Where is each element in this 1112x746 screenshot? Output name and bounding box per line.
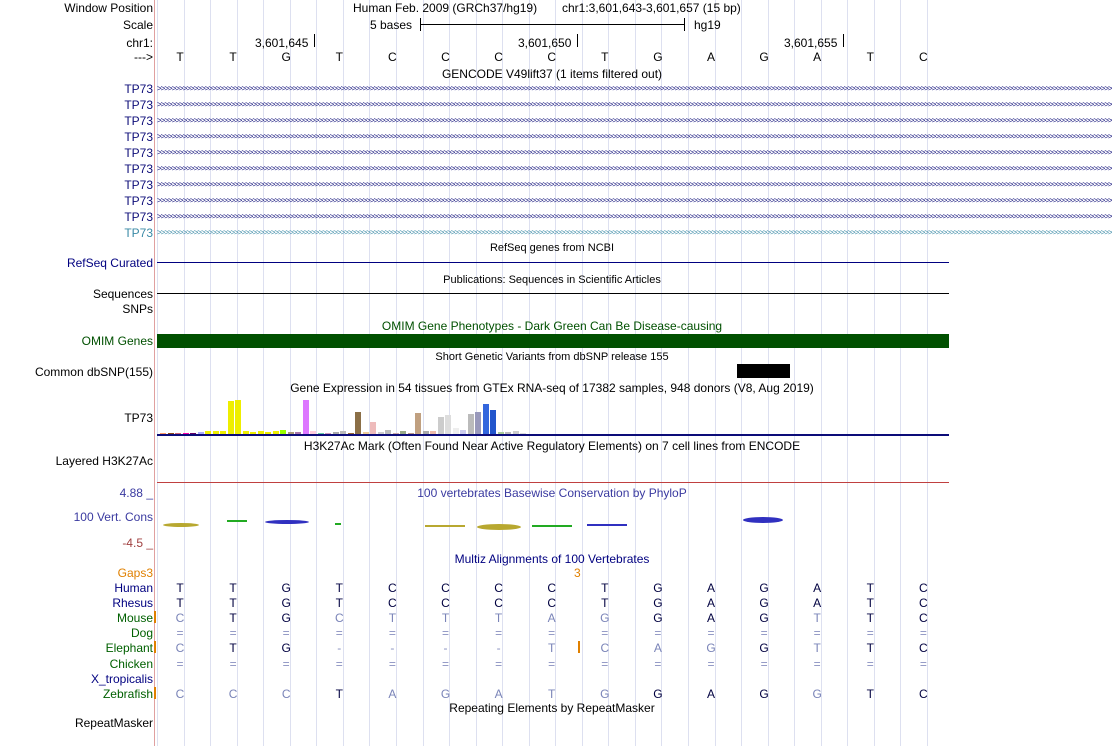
alignment-base: - [390,641,395,656]
snp-feature[interactable] [737,364,790,378]
window-position-label: Window Position [64,1,153,15]
alignment-base: T [335,596,343,611]
alignment-base: G [600,686,610,701]
alignment-base: = [388,656,396,671]
sequences-line[interactable] [157,293,949,294]
omim-label[interactable]: OMIM Genes [81,334,153,348]
gtex-gene-line [157,434,949,436]
alignment-base: G [653,686,663,701]
species-label[interactable]: Elephant [105,641,153,656]
alignment-base: G [281,596,291,611]
alignment-base: T [229,641,237,656]
coord-3: 3,601,655 [784,36,838,50]
transcript-label[interactable]: TP73 [124,130,153,144]
gtex-tissue-bar[interactable] [483,404,489,434]
grid-line [449,0,450,746]
scale-bar-left-tick [420,18,421,31]
grid-line [396,0,397,746]
gtex-tissue-bar[interactable] [438,417,444,434]
scale-value: 5 bases [370,18,413,32]
alignment-base: T [548,641,556,656]
transcript-label[interactable]: TP73 [124,162,153,176]
gtex-tissue-bar[interactable] [228,401,234,434]
grid-line [184,0,185,746]
cons-mark [425,525,465,527]
alignment-base: = [760,626,768,641]
grid-line [210,0,211,746]
alignment-base: C [388,596,397,611]
scale-bar-right-tick [684,18,685,31]
repeatmasker-label[interactable]: RepeatMasker [74,716,153,730]
alignment-base: T [229,596,237,611]
species-label[interactable]: Dog [130,626,153,641]
cons-mark [477,524,521,530]
grid-line [900,0,901,746]
sequence-base: C [919,50,928,64]
alignment-base: A [547,611,556,626]
coord-2-tick [577,34,578,47]
label-separator [154,0,155,746]
alignment-base: G [653,581,663,595]
alignment-base: = [176,656,184,671]
chrom-label: chr1: [126,36,153,50]
mouse-insert-left [154,611,156,623]
transcript-feature[interactable]: >>>>>>>>>>>>>>>>>>>>>>>>>>>>>>>>>>>>>>>>>>>>>>>>>>>>>>>>>>>>>>>>>>>>>>>>>>>>>>>>>>>>>>>>>>>>>>>>>>>>>>>>>>>>>>>>>>>>>>>>>>>>>>>>>>>>>>>>>>>>>>>>>>>>>>>>>>>>>>>>>>>>>>>>>>>>>>>>>>>>>>>>>>>>>>>>>>>>>>>>>>>>>>>>>>>>>>>>>>>>>>>>>>>>>>>>>>>>>>>>>>>>>>>>>>>>>>>>>>>> [157,180,1112,189]
alignment-base: - [337,641,342,656]
grid-line [582,0,583,746]
cons-max: 4.88 _ [119,486,153,500]
alignment-base: T [548,686,556,701]
alignment-base: = [335,656,343,671]
grid-line [874,0,875,746]
grid-line [290,0,291,746]
alignment-base: C [388,581,397,595]
alignment-base: = [229,626,237,641]
transcript-feature[interactable]: >>>>>>>>>>>>>>>>>>>>>>>>>>>>>>>>>>>>>>>>>>>>>>>>>>>>>>>>>>>>>>>>>>>>>>>>>>>>>>>>>>>>>>>>>>>>>>>>>>>>>>>>>>>>>>>>>>>>>>>>>>>>>>>>>>>>>>>>>>>>>>>>>>>>>>>>>>>>>>>>>>>>>>>>>>>>>>>>>>>>>>>>>>>>>>>>>>>>>>>>>>>>>>>>>>>>>>>>>>>>>>>>>>>>>>>>>>>>>>>>>>>>>>>>>>>>>>>>>>>> [157,228,1112,237]
refseq-label[interactable]: RefSeq Curated [66,256,153,270]
alignment-base: = [282,626,290,641]
species-label[interactable]: Rhesus [112,596,153,611]
refseq-title[interactable]: RefSeq genes from NCBI [489,242,615,254]
gtex-tissue-bar[interactable] [235,400,241,434]
grid-line [688,0,689,746]
alignment-base: - [496,641,501,656]
transcript-feature[interactable]: >>>>>>>>>>>>>>>>>>>>>>>>>>>>>>>>>>>>>>>>>>>>>>>>>>>>>>>>>>>>>>>>>>>>>>>>>>>>>>>>>>>>>>>>>>>>>>>>>>>>>>>>>>>>>>>>>>>>>>>>>>>>>>>>>>>>>>>>>>>>>>>>>>>>>>>>>>>>>>>>>>>>>>>>>>>>>>>>>>>>>>>>>>>>>>>>>>>>>>>>>>>>>>>>>>>>>>>>>>>>>>>>>>>>>>>>>>>>>>>>>>>>>>>>>>>>>>>>>>>> [157,212,1112,221]
alignment-base: T [813,611,821,626]
coord-1: 3,601,645 [255,36,309,50]
gtex-tissue-bar[interactable] [303,400,309,434]
grid-line [423,0,424,746]
elephant-insert-mid [578,641,580,653]
gtex-tissue-bar[interactable] [370,422,376,434]
grid-line [369,0,370,746]
cons-mark [532,525,572,527]
grid-line [343,0,344,746]
alignment-base: A [706,611,716,626]
transcript-label[interactable]: TP73 [124,210,153,224]
sequence-base: G [759,50,769,64]
assembly-title: Human Feb. 2009 (GRCh37/hg19) [353,1,538,15]
transcript-label[interactable]: TP73 [124,98,153,112]
repeatmasker-title[interactable]: Repeating Elements by RepeatMasker [449,701,655,715]
cons-min: -4.5 _ [122,536,153,550]
alignment-base: T [229,611,237,626]
species-label[interactable]: Zebrafish [102,686,153,701]
elephant-insert-left [154,641,156,653]
alignment-base: = [548,656,556,671]
species-label[interactable]: Human [114,581,153,595]
coord-1-tick [314,34,315,47]
alignment-base: = [813,626,821,641]
alignment-base: G [759,596,769,611]
alignment-base: T [813,641,821,656]
alignment-base: G [759,611,769,626]
alignment-base: G [281,581,291,595]
grid-line [529,0,530,746]
alignment-base: = [654,626,662,641]
transcript-label[interactable]: TP73 [124,114,153,128]
alignment-base: C [281,686,291,701]
grid-line [157,0,158,746]
cons-label[interactable]: 100 Vert. Cons [73,510,153,524]
alignment-base: = [919,656,927,671]
alignment-base: A [813,581,822,595]
scale-label: Scale [122,18,153,32]
transcript-feature[interactable]: >>>>>>>>>>>>>>>>>>>>>>>>>>>>>>>>>>>>>>>>>>>>>>>>>>>>>>>>>>>>>>>>>>>>>>>>>>>>>>>>>>>>>>>>>>>>>>>>>>>>>>>>>>>>>>>>>>>>>>>>>>>>>>>>>>>>>>>>>>>>>>>>>>>>>>>>>>>>>>>>>>>>>>>>>>>>>>>>>>>>>>>>>>>>>>>>>>>>>>>>>>>>>>>>>>>>>>>>>>>>>>>>>>>>>>>>>>>>>>>>>>>>>>>>>>>>>>>>>>>> [157,196,1112,205]
species-label[interactable]: Chicken [109,656,153,671]
alignment-base: G [440,686,451,701]
alignment-base: = [335,626,343,641]
alignment-base: = [813,656,821,671]
alignment-base: A [706,596,716,611]
gaps-value: 3 [574,566,581,580]
grid-line [476,0,477,746]
alignment-base: G [653,596,663,611]
alignment-base: = [601,626,609,641]
alignment-base: G [759,686,769,701]
cons-mark [227,520,247,522]
multiz-title[interactable]: Multiz Alignments of 100 Vertebrates [454,552,650,566]
alignment-base: = [707,656,715,671]
transcript-feature[interactable]: >>>>>>>>>>>>>>>>>>>>>>>>>>>>>>>>>>>>>>>>>>>>>>>>>>>>>>>>>>>>>>>>>>>>>>>>>>>>>>>>>>>>>>>>>>>>>>>>>>>>>>>>>>>>>>>>>>>>>>>>>>>>>>>>>>>>>>>>>>>>>>>>>>>>>>>>>>>>>>>>>>>>>>>>>>>>>>>>>>>>>>>>>>>>>>>>>>>>>>>>>>>>>>>>>>>>>>>>>>>>>>>>>>>>>>>>>>>>>>>>>>>>>>>>>>>>>>>>>>>> [157,84,1112,93]
alignment-base: = [441,626,450,641]
alignment-base: = [760,656,768,671]
gtex-tissue-bar[interactable] [445,415,451,434]
coord-2: 3,601,650 [518,36,572,50]
alignment-base: = [495,656,503,671]
alignment-base: A [706,686,716,701]
alignment-base: C [175,641,185,656]
alignment-base: T [601,581,609,595]
sequence-base: G [653,50,663,64]
grid-line [555,0,556,746]
alignment-base: T [866,686,874,701]
alignment-base: C [175,686,185,701]
alignment-base: C [919,581,928,595]
transcript-label[interactable]: TP73 [124,146,153,160]
alignment-base: = [282,656,290,671]
sequence-base: C [547,50,557,64]
snps-label[interactable]: SNPs [122,302,153,316]
grid-line [316,0,317,746]
alignment-base: C [494,596,503,611]
cons-mark [587,524,627,526]
grid-line [715,0,716,746]
alignment-base: A [706,581,716,595]
gtex-tissue-bar[interactable] [355,412,361,434]
alignment-base: C [441,581,450,595]
species-label[interactable]: Mouse [116,611,153,626]
alignment-base: = [388,626,396,641]
transcript-feature[interactable]: >>>>>>>>>>>>>>>>>>>>>>>>>>>>>>>>>>>>>>>>>>>>>>>>>>>>>>>>>>>>>>>>>>>>>>>>>>>>>>>>>>>>>>>>>>>>>>>>>>>>>>>>>>>>>>>>>>>>>>>>>>>>>>>>>>>>>>>>>>>>>>>>>>>>>>>>>>>>>>>>>>>>>>>>>>>>>>>>>>>>>>>>>>>>>>>>>>>>>>>>>>>>>>>>>>>>>>>>>>>>>>>>>>>>>>>>>>>>>>>>>>>>>>>>>>>>>>>>>>>> [157,100,1112,109]
alignment-base: = [866,626,874,641]
alignment-base: C [175,611,185,626]
alignment-base: G [759,641,769,656]
gaps-label: Gaps3 [117,566,153,580]
alignment-base: = [707,626,715,641]
grid-line [847,0,848,746]
alignment-base: C [494,581,503,595]
alignment-base: C [228,686,238,701]
position-text: chr1:3,601,643-3,601,657 (15 bp) [562,1,741,15]
cons-mark [743,517,783,523]
alignment-base: T [335,581,343,595]
dbsnp-label[interactable]: Common dbSNP(155) [34,365,153,379]
transcript-label[interactable]: TP73 [124,194,153,208]
dbsnp-title[interactable]: Short Genetic Variants from dbSNP release 155 [435,351,669,363]
alignment-base: T [335,686,343,701]
transcript-label[interactable]: TP73 [124,226,153,240]
grid-line [502,0,503,746]
grid-line [237,0,238,746]
grid-line [608,0,609,746]
sequences-label[interactable]: Sequences [92,287,153,301]
h3k27ac-label[interactable]: Layered H3K27Ac [55,454,153,468]
transcript-feature[interactable]: >>>>>>>>>>>>>>>>>>>>>>>>>>>>>>>>>>>>>>>>>>>>>>>>>>>>>>>>>>>>>>>>>>>>>>>>>>>>>>>>>>>>>>>>>>>>>>>>>>>>>>>>>>>>>>>>>>>>>>>>>>>>>>>>>>>>>>>>>>>>>>>>>>>>>>>>>>>>>>>>>>>>>>>>>>>>>>>>>>>>>>>>>>>>>>>>>>>>>>>>>>>>>>>>>>>>>>>>>>>>>>>>>>>>>>>>>>>>>>>>>>>>>>>>>>>>>>>>>>>> [157,164,1112,173]
alignment-base: T [866,611,874,626]
cons-logo[interactable] [157,512,949,532]
transcript-feature[interactable]: >>>>>>>>>>>>>>>>>>>>>>>>>>>>>>>>>>>>>>>>>>>>>>>>>>>>>>>>>>>>>>>>>>>>>>>>>>>>>>>>>>>>>>>>>>>>>>>>>>>>>>>>>>>>>>>>>>>>>>>>>>>>>>>>>>>>>>>>>>>>>>>>>>>>>>>>>>>>>>>>>>>>>>>>>>>>>>>>>>>>>>>>>>>>>>>>>>>>>>>>>>>>>>>>>>>>>>>>>>>>>>>>>>>>>>>>>>>>>>>>>>>>>>>>>>>>>>>>>>>> [157,132,1112,141]
gtex-title[interactable]: Gene Expression in 54 tissues from GTEx RNA-seq of 17382 samples, 948 donors (V8, Aug 2019) [290,381,814,395]
sequence-base: T [229,50,237,64]
grid-line [635,0,636,746]
gencode-title[interactable]: GENCODE V49lift37 (1 items filtered out) [441,67,663,81]
alignment-base: C [334,611,344,626]
transcript-label[interactable]: TP73 [124,178,153,192]
h3k27ac-title[interactable]: H3K27Ac Mark (Often Found Near Active Regulatory Elements) on 7 cell lines from ENCODE [303,439,801,453]
grid-line [794,0,795,746]
alignment-base: T [176,596,184,611]
gtex-tissue-bar[interactable] [415,413,421,434]
sequence-base: A [813,50,822,64]
alignment-base: = [654,656,662,671]
transcript-feature[interactable]: >>>>>>>>>>>>>>>>>>>>>>>>>>>>>>>>>>>>>>>>>>>>>>>>>>>>>>>>>>>>>>>>>>>>>>>>>>>>>>>>>>>>>>>>>>>>>>>>>>>>>>>>>>>>>>>>>>>>>>>>>>>>>>>>>>>>>>>>>>>>>>>>>>>>>>>>>>>>>>>>>>>>>>>>>>>>>>>>>>>>>>>>>>>>>>>>>>>>>>>>>>>>>>>>>>>>>>>>>>>>>>>>>>>>>>>>>>>>>>>>>>>>>>>>>>>>>>>>>>>> [157,148,1112,157]
omim-title[interactable]: OMIM Gene Phenotypes - Dark Green Can Be Disease-causing [381,319,723,333]
alignment-base: = [866,656,874,671]
grid-line [927,0,928,746]
species-label[interactable]: X_tropicalis [90,671,153,686]
alignment-base: A [813,596,822,611]
gtex-tissue-bar[interactable] [468,414,474,434]
alignment-base: T [866,581,874,595]
alignment-base: = [495,626,503,641]
zebrafish-insert-left [154,687,156,699]
alignment-base: T [494,611,503,626]
alignment-base: T [176,581,184,595]
sequence-base: C [441,50,450,64]
omim-bar[interactable] [157,334,949,348]
alignment-base: G [281,641,291,656]
sequence-base: A [706,50,716,64]
sequence-base: T [176,50,184,64]
alignment-base: T [441,611,450,626]
transcript-feature[interactable]: >>>>>>>>>>>>>>>>>>>>>>>>>>>>>>>>>>>>>>>>>>>>>>>>>>>>>>>>>>>>>>>>>>>>>>>>>>>>>>>>>>>>>>>>>>>>>>>>>>>>>>>>>>>>>>>>>>>>>>>>>>>>>>>>>>>>>>>>>>>>>>>>>>>>>>>>>>>>>>>>>>>>>>>>>>>>>>>>>>>>>>>>>>>>>>>>>>>>>>>>>>>>>>>>>>>>>>>>>>>>>>>>>>>>>>>>>>>>>>>>>>>>>>>>>>>>>>>>>>>> [157,116,1112,125]
alignment-base: T [866,641,874,656]
alignment-base: C [441,596,450,611]
alignment-base: C [547,596,557,611]
alignment-base: G [600,611,610,626]
grid-line [263,0,264,746]
cons-title[interactable]: 100 vertebrates Basewise Conservation by PhyloP [417,486,687,500]
alignment-base: = [441,656,450,671]
alignment-base: T [229,581,237,595]
strand-label: ---> [134,50,153,64]
alignment-base: G [812,686,822,701]
alignment-base: G [759,581,769,595]
scale-bar [420,24,684,25]
alignment-base: T [388,611,397,626]
alignment-base: G [281,611,291,626]
gtex-tissue-bar[interactable] [475,412,481,434]
coord-3-tick [843,34,844,47]
alignment-base: C [919,596,928,611]
grid-line [821,0,822,746]
alignment-base: C [547,581,557,595]
alignment-base: C [919,686,928,701]
alignment-base: A [494,686,503,701]
transcript-label[interactable]: TP73 [124,82,153,96]
sequence-base: C [388,50,397,64]
gtex-label[interactable]: TP73 [124,411,153,425]
alignment-base: = [601,656,609,671]
alignment-base: T [601,596,609,611]
grid-line [661,0,662,746]
alignment-base: C [600,641,610,656]
alignment-base: = [919,626,927,641]
cons-mark [335,523,341,525]
sequence-base: G [281,50,291,64]
alignment-base: C [919,611,928,626]
alignment-base: = [548,626,556,641]
cons-mark [163,523,199,527]
publications-title[interactable]: Publications: Sequences in Scientific Articles [443,274,661,286]
alignment-base: G [706,641,716,656]
alignment-base: C [919,641,928,656]
gtex-tissue-bar[interactable] [490,410,496,434]
alignment-base: G [653,611,663,626]
scale-db: hg19 [694,18,721,32]
sequence-base: T [601,50,609,64]
alignment-base: T [866,596,874,611]
sequence-base: T [866,50,874,64]
sequence-base: C [494,50,503,64]
alignment-base: = [229,656,237,671]
h3k27ac-baseline [157,482,949,483]
alignment-base: - [443,641,448,656]
alignment-base: = [176,626,184,641]
alignment-base: A [653,641,662,656]
alignment-base: A [388,686,397,701]
sequence-base: T [335,50,343,64]
refseq-line[interactable] [157,262,949,263]
cons-mark [265,520,309,524]
